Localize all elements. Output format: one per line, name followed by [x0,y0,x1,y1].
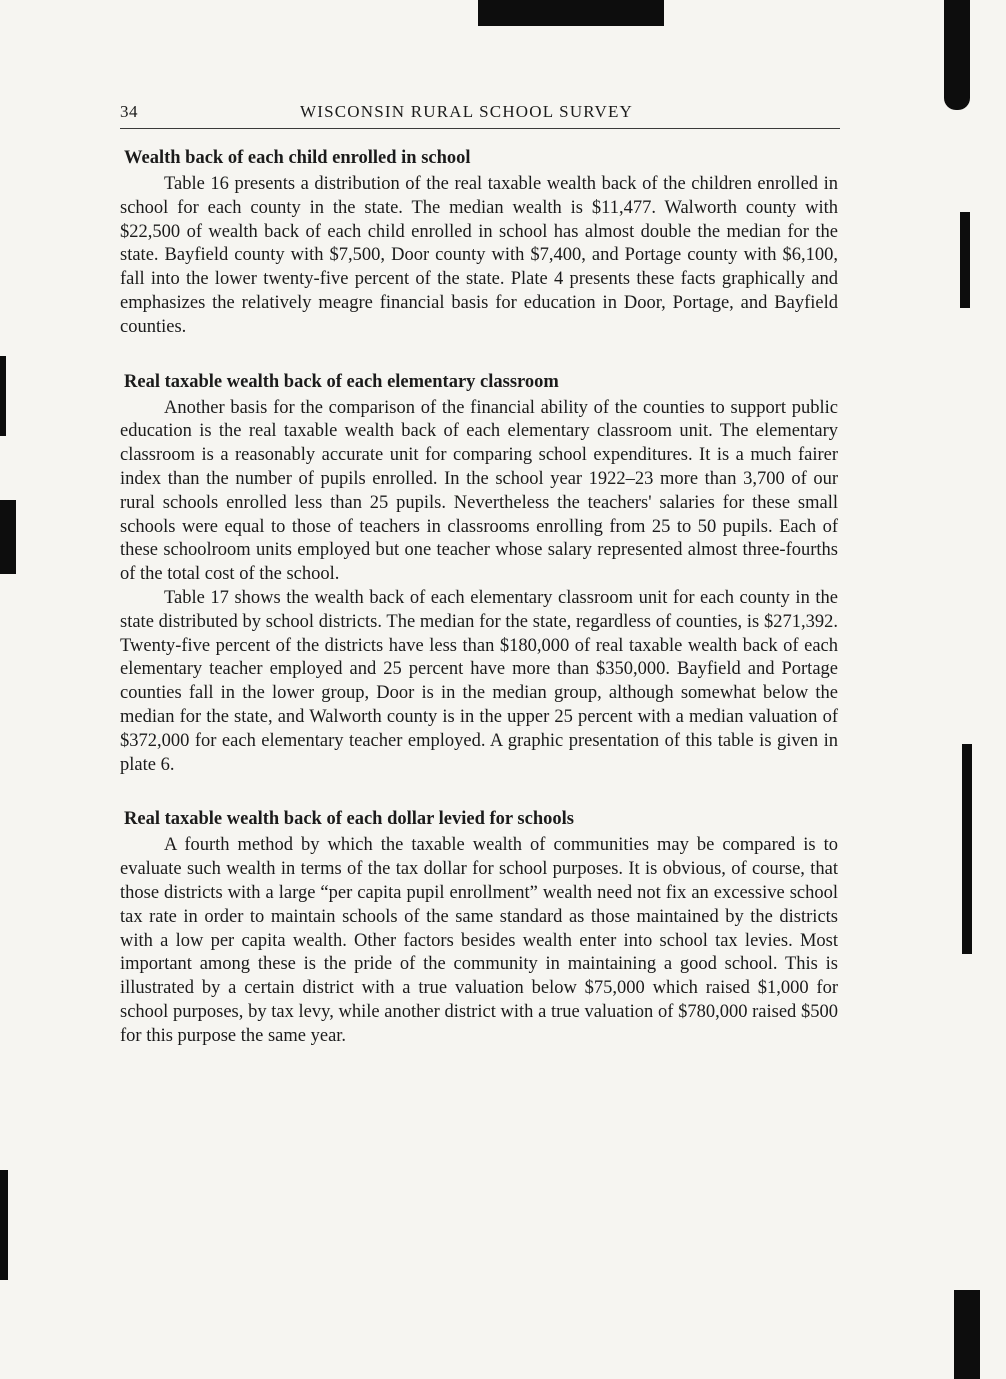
scan-edge-mark-bottom-right [954,1290,980,1379]
scan-edge-mark-right-1 [960,212,970,308]
section-wealth-per-classroom [120,370,838,778]
scan-edge-mark-left-2 [0,500,16,574]
page-body [120,146,838,1079]
section-heading: Real taxable wealth back of each elementary classroom [124,371,559,392]
scan-edge-mark-left-3 [0,1170,8,1280]
scan-edge-mark-top-right [944,0,970,110]
section-heading: Real taxable wealth back of each dollar levied for schools [124,809,574,830]
scan-edge-mark-top [478,0,664,26]
running-title: WISCONSIN RURAL SCHOOL SURVEY [300,102,634,121]
page-header [120,96,840,129]
paragraph: Another basis for the comparison of the financial ability of the counties to support public education is the real taxable wealth back of each elementary classroom unit. The elementary classroom is a reasonably accurate unit for comparing school expenditures. It is a much fairer index than the number of pupils enrolled. In the school year 1922–23 more than 3,700 of our rural schools enrolled less than 25 pupils. Nevertheless the teachers' salaries for these small schools were equal to those of teachers in classrooms enrolling from 25 to 50 pupils. Each of these schoolroom units employed but one teacher whose salary represented almost three-fourths of the total cost of the school. [120,397,838,585]
scan-edge-mark-left-1 [0,356,6,436]
scan-edge-mark-right-2 [962,744,972,954]
paragraph: Table 16 presents a distribution of the real taxable wealth back of the children enrolled in school for each county in the state. The median wealth is $11,477. Walworth county with $22,500 of wealth back of each child enrolled in school has almost double the median for the state. Bayfield county with $7,500, Door county with $7,400, and Portage county with $6,100, fall into the lower twenty-five percent of the state. Plate 4 presents these facts graphically and emphasizes the relatively meagre financial basis for education in Door, Portage, and Bayfield counties. [120,174,838,337]
section-wealth-per-dollar-levied [120,807,838,1048]
paragraph: A fourth method by which the taxable wealth of communities may be compared is to evaluate such wealth in terms of the tax dollar for school purposes. It is obvious, of course, that those districts with a large “per capita pupil enrollment” wealth need not fix an excessive school tax rate in order to maintain schools of the same standard as those maintained by the districts with a low per capita wealth. Other factors besides wealth enter into school tax levies. Most important among these is the pride of the community in maintaining a good school. This is illustrated by a certain district with a true valuation below $75,000 which raised $1,000 for school purposes, by tax levy, while another district with a true valuation of $780,000 raised $500 for this purpose the same year. [120,835,838,1046]
page-number: 34 [120,102,138,121]
paragraph: Table 17 shows the wealth back of each elementary classroom unit for each county in the state distributed by school districts. The median for the state, regardless of counties, is $271,392. Twenty-five percent of the districts have less than $180,000 of real taxable wealth back of each elementary teacher employed and 25 percent have more than $350,000. Bayfield and Portage counties fall in the lower group, Door is in the median group, although somewhat below the median for the state, and Walworth county is in the upper 25 percent with a median valuation of $372,000 for each elementary teacher employed. A graphic presentation of this table is given in plate 6. [120,587,838,775]
section-wealth-per-child [120,146,838,340]
section-heading: Wealth back of each child enrolled in school [124,148,471,168]
